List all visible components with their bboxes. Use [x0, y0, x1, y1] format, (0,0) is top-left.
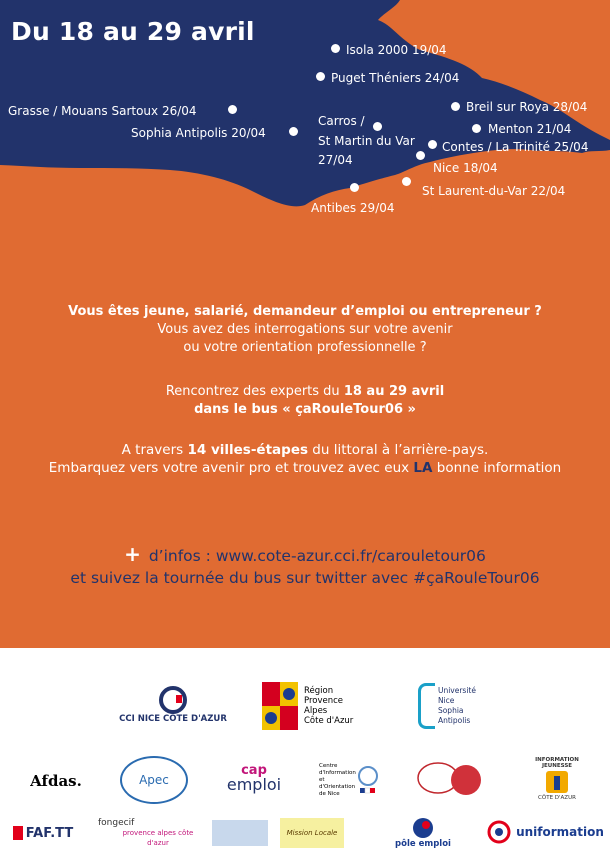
region-line: Région	[304, 686, 334, 696]
stop-label: St Laurent-du-Var 22/04	[422, 184, 566, 198]
marianne-icon	[357, 765, 379, 795]
pole-emploi-text: pôle emploi	[395, 839, 451, 849]
region-crest-icon	[262, 682, 298, 730]
stop-dot	[228, 105, 237, 114]
cio-text	[319, 763, 357, 798]
body-line-1: Vous êtes jeune, salarié, demandeur d’emploi ou entrepreneur ?	[68, 304, 542, 319]
info-jeunesse-sub: CÔTE D'AZUR	[538, 795, 576, 801]
stop-dot	[416, 151, 425, 160]
info-jeunesse-logo	[528, 753, 586, 805]
body-line-4	[0, 383, 610, 401]
cci-logo	[112, 680, 234, 730]
uniformation-logo	[484, 816, 606, 848]
region-logo	[262, 680, 377, 732]
info-line-2: et suivez la tournée du bus sur twitter avec #çaRouleTour06	[70, 569, 540, 587]
cma-logo	[416, 758, 484, 798]
mission-locale-logo: Mission Locale	[280, 818, 344, 848]
university-text	[438, 686, 498, 726]
pole-emploi-icon	[411, 817, 435, 839]
cap-emploi-logo	[214, 758, 294, 798]
villes-highlight: 14 villes-étapes	[187, 442, 309, 458]
partner-logos	[0, 648, 610, 863]
region-text	[304, 686, 353, 726]
region-line: Alpes	[304, 706, 328, 716]
uniformation-text: uniformation	[516, 825, 604, 839]
body-paragraph-2	[0, 383, 610, 419]
university-line: Sophia Antipolis	[437, 705, 471, 725]
info-line-1	[0, 543, 610, 567]
afdas-logo: Afdas.	[30, 772, 82, 790]
fongecif-logo	[98, 820, 198, 846]
body-line-5: dans le bus « çaRouleTour06 »	[194, 402, 416, 417]
page-title: Du 18 au 29 avril	[11, 17, 255, 46]
stop-label: Grasse / Mouans Sartoux 26/04	[8, 104, 197, 118]
info-block	[0, 543, 610, 589]
stop-label: Antibes 29/04	[311, 201, 395, 215]
fongecif-text: fongecif	[98, 818, 135, 828]
stop-label: Puget Théniers 24/04	[331, 71, 460, 85]
la-highlight: LA	[413, 460, 433, 476]
pole-emploi-logo	[393, 815, 453, 851]
cci-b: NICE CÔTE D'AZUR	[137, 714, 227, 724]
body-line-6-pre: A travers	[121, 442, 188, 458]
uniformation-icon	[486, 819, 512, 845]
body-line-7-post: bonne information	[432, 460, 562, 476]
stop-label: Isola 2000 19/04	[346, 43, 447, 57]
stop-dot	[428, 140, 437, 149]
stop-dot	[350, 183, 359, 192]
stop-label: Sophia Antipolis 20/04	[131, 126, 266, 140]
cci-icon	[159, 686, 187, 714]
body-line-7-pre: Embarquez vers votre avenir pro et trouvez avec eux	[48, 460, 414, 476]
fongecif-sub: provence alpes côte d'azur	[122, 829, 194, 847]
info-jeunesse-text: INFORMATION JEUNESSE	[535, 757, 579, 769]
stop-label: Contes / La Trinité 25/04	[442, 140, 589, 154]
cio-logo	[318, 753, 380, 807]
cio-line: Centre d'Information	[319, 762, 356, 776]
cma-badge-icon	[416, 758, 484, 798]
stop-label: Menton 21/04	[488, 122, 572, 136]
body-line-6	[0, 441, 610, 459]
info-i-icon	[546, 771, 568, 793]
university-line: Université	[437, 685, 476, 695]
apec-logo: Apec	[120, 756, 188, 804]
body-line-7	[0, 459, 610, 477]
stop-dot	[289, 127, 298, 136]
stop-dot	[451, 102, 460, 111]
stop-dot	[331, 44, 340, 53]
cci-text	[119, 714, 227, 724]
body-line-6-post: du littoral à l’arrière-pays.	[308, 442, 489, 458]
cio-line: et d'Orientation	[319, 776, 356, 790]
body-paragraph-1	[0, 303, 610, 357]
stop-dot	[373, 122, 382, 131]
cap-text: cap	[241, 763, 267, 778]
stop-dot	[316, 72, 325, 81]
faftt-logo	[4, 822, 82, 844]
plus-icon: +	[124, 542, 141, 566]
faftt-icon	[13, 826, 23, 840]
region-line: Côte d'Azur	[304, 716, 354, 726]
body-line-3: ou votre orientation professionnelle ?	[183, 340, 427, 355]
date-highlight: 18 au 29 avril	[343, 384, 445, 399]
stop-label: Breil sur Roya 28/04	[466, 100, 588, 114]
info-url[interactable]: d’infos : www.cote-azur.cci.fr/carouletour06	[148, 547, 486, 565]
region-line: Provence	[304, 696, 344, 706]
stop-label: St Martin du Var	[318, 134, 415, 148]
cci-a: CCI	[119, 714, 135, 724]
university-bracket-icon	[418, 683, 435, 729]
stop-dot	[402, 177, 411, 186]
university-logo	[418, 678, 498, 733]
stop-label: Carros /	[318, 114, 365, 128]
body-line-2: Vous avez des interrogations sur votre avenir	[157, 322, 453, 337]
emploi-text: emploi	[226, 775, 282, 794]
body-paragraph-3	[0, 441, 610, 477]
stop-label: 27/04	[318, 153, 353, 167]
body-line-4-text: Rencontrez des experts du	[165, 384, 344, 399]
partner-logo-photo	[212, 820, 268, 846]
stop-label: Nice 18/04	[433, 161, 498, 175]
university-line: Nice	[437, 695, 455, 705]
cio-line: de Nice	[319, 790, 340, 797]
faftt-text: FAF.TT	[25, 825, 74, 841]
stop-dot	[472, 124, 481, 133]
